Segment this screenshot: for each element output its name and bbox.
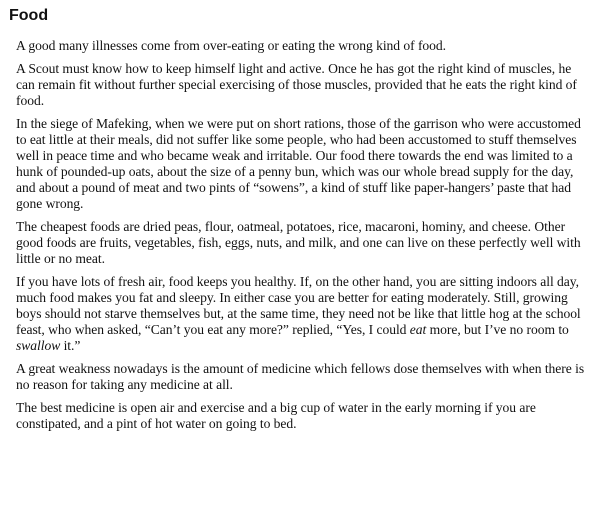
paragraph-6: A great weakness nowadays is the amount of medicine which fellows dose themselves with when there is no reason for taking any medicine at all.	[16, 361, 585, 392]
section-heading: Food	[9, 7, 49, 24]
paragraph-7: The best medicine is open air and exercise and a big cup of water in the early morning if you are constipated, and a pint of hot water on going to bed.	[16, 400, 536, 431]
paragraph-5-text-1: If you have lots of fresh air, food keeps you healthy. If, on the other hand, you are sitting indoors all day, much food makes you fat and sleepy. In either case you are better for eating moderately. Still, growing boys should not starve themselves but, at the same time, they need not be like that little hog at the school feast, who when asked, “Can’t you eat any more?” replied, “Yes, I could	[16, 274, 581, 337]
paragraph-5-text-3: it.”	[60, 338, 81, 353]
paragraph-3: In the siege of Mafeking, when we were put on short rations, those of the garrison who were accustomed to eat little at their meals, did not suffer like some people, who had been accustomed to stuff themselves well in peace time and who became weak and irritable. Our food there towards the end was limited to a hunk of pounded-up oats, about the size of a penny bun, which was our whole bread supply for the day, and about a pound of meat and two pints of “sowens”, a kind of stuff like paper-hangers’ paste that had gone wrong.	[16, 116, 581, 211]
paragraph-5-emphasis-swallow: swallow	[16, 338, 61, 353]
paragraph-5	[16, 274, 588, 354]
paragraph-4: The cheapest foods are dried peas, flour, oatmeal, potatoes, rice, macaroni, hominy, and cheese. Other good foods are fruits, vegetables, fish, eggs, nuts, and milk, and one can live on these perfectly well with little or no meat.	[16, 219, 581, 266]
paragraph-1: A good many illnesses come from over-eating or eating the wrong kind of food.	[16, 38, 447, 53]
paragraph-5-text-2: more, but I’ve no room to	[426, 322, 569, 337]
paragraph-5-emphasis-eat: eat	[409, 322, 427, 337]
document-page	[9, 6, 588, 439]
paragraph-2: A Scout must know how to keep himself light and active. Once he has got the right kind of muscles, he can remain fit without further special exercising of those muscles, provided that he eats the right kind of food.	[16, 61, 577, 108]
